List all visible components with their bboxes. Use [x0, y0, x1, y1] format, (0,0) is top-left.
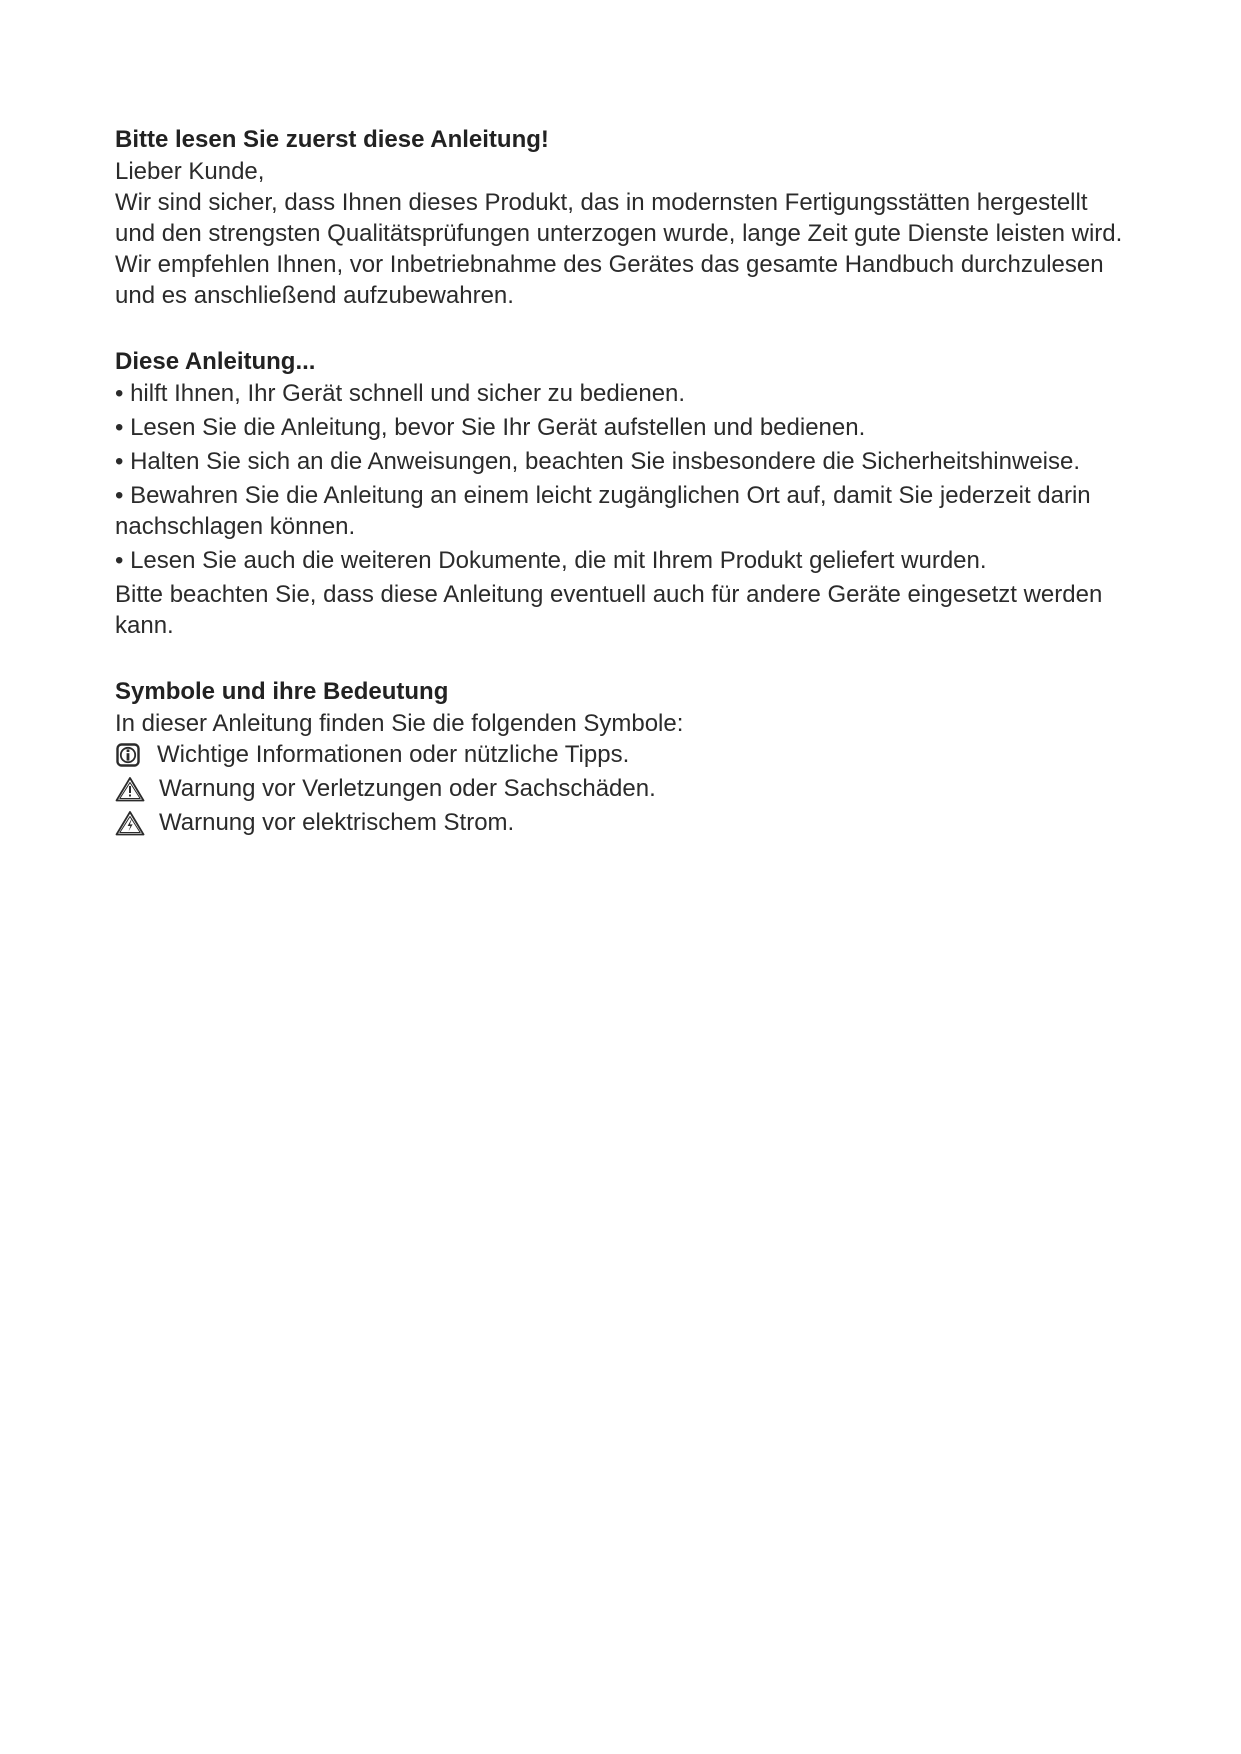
- symbol-text-info: Wichtige Informationen oder nützliche Tipps.: [157, 741, 630, 768]
- symbols-intro: In dieser Anleitung finden Sie die folgenden Symbole:: [115, 710, 684, 737]
- warning-triangle-icon: [115, 776, 145, 802]
- greeting-text: Lieber Kunde,: [115, 158, 265, 185]
- electric-warning-icon: [115, 810, 145, 836]
- info-icon: [115, 742, 141, 768]
- intro-paragraph-1: Wir sind sicher, dass Ihnen dieses Produkt, das in modernsten Fertigungsstätten hergestellt und den strengsten Qualitätsprüfungen unterzogen wurde, lange Zeit gute Dienste leisten wird.: [115, 189, 1123, 247]
- symbol-text-electric: Warnung vor elektrischem Strom.: [159, 809, 515, 836]
- intro-paragraph-2: Wir empfehlen Ihnen, vor Inbetriebnahme des Gerätes das gesamte Handbuch durchzulesen und es anschließend aufzubewahren.: [115, 251, 1104, 309]
- symbol-text-warning: Warnung vor Verletzungen oder Sachschäden.: [159, 775, 656, 802]
- symbols-heading: Symbole und ihre Bedeutung: [115, 678, 449, 705]
- manual-bullet: • Lesen Sie die Anleitung, bevor Sie Ihr Gerät aufstellen und bedienen.: [115, 414, 866, 441]
- symbol-row-info: [115, 739, 1125, 770]
- manual-bullet: • hilft Ihnen, Ihr Gerät schnell und sicher zu bedienen.: [115, 380, 686, 407]
- intro-heading: Bitte lesen Sie zuerst diese Anleitung!: [115, 126, 549, 153]
- manual-bullet: • Lesen Sie auch die weiteren Dokumente, die mit Ihrem Produkt geliefert wurden.: [115, 547, 987, 574]
- manual-bullet: • Halten Sie sich an die Anweisungen, beachten Sie insbesondere die Sicherheitshinweise.: [115, 448, 1081, 475]
- symbol-row-electric: [115, 807, 1125, 838]
- manual-bullet: • Bewahren Sie die Anleitung an einem leicht zugänglichen Ort auf, damit Sie jederzeit darin nachschlagen können.: [115, 482, 1091, 540]
- document-page: [115, 124, 1125, 841]
- manual-note: Bitte beachten Sie, dass diese Anleitung eventuell auch für andere Geräte eingesetzt werden kann.: [115, 581, 1103, 639]
- manual-heading: Diese Anleitung...: [115, 348, 316, 375]
- symbol-row-warning: [115, 773, 1125, 804]
